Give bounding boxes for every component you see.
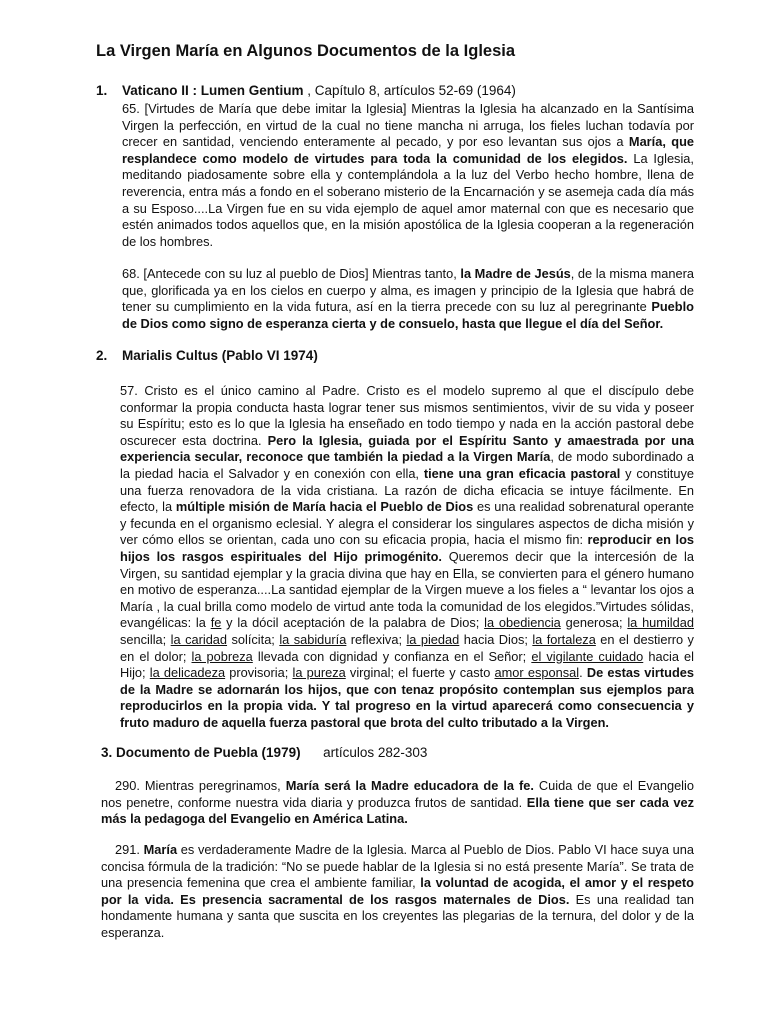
paragraph-emphasis: De estas virtudes de la Madre se adornarán los hijos, que con tenaz propósito contemplan sus ejemplos para reproducirlos en la propia vida. Y tal progreso en la virtud aparecerá como consecuencia y fruto maduro de aquella fuerza pastoral que brota del culto tributado a la Virgen. xyxy=(120,665,695,730)
paragraph-text: Es una realidad tan hondamente humana y santa que suscita en los creyentes las plegarias de la ternura, del dolor y de la esperanza. xyxy=(101,891,694,940)
paragraph-57 xyxy=(120,383,694,731)
paragraph-emphasis: María será la Madre educadora de la fe. xyxy=(285,778,534,793)
paragraph-text: , de la misma manera que, glorificada ya en los cielos en cuerpo y alma, es imagen y principio de la Iglesia que habrá de tener su cumplimiento en la vida futura, así en la tierra precede con su luz al peregrinante xyxy=(122,266,694,315)
virtue-underlined: la sabiduría xyxy=(279,631,347,647)
paragraph-emphasis: María, que resplandece como modelo de virtudes para toda la comunidad de los elegidos. xyxy=(122,134,695,166)
paragraph-text: virginal; el fuerte y casto xyxy=(345,665,495,681)
paragraph-emphasis: Pueblo de Dios como signo de esperanza cierta y de consuelo, hasta que llegue el día del Señor. xyxy=(122,299,694,331)
section-number: 3. xyxy=(101,745,113,760)
paragraph-text: hacia Dios; xyxy=(459,631,533,647)
paragraph-text: 65. [Virtudes de María que debe imitar la Iglesia] Mientras la Iglesia ha alcanzado en la Santísima Virgen la perfección, en virtud de la cual no tiene mancha ni arruga, los fieles luchan todavía por crecer en santidad, venciendo enteramente al pecado, y por eso levantan sus ojos a xyxy=(122,101,694,150)
page-title: La Virgen María en Algunos Documentos de la Iglesia xyxy=(96,42,516,60)
paragraph-emphasis: reproducir en los hijos los rasgos espirituales del Hijo primogénito. xyxy=(120,532,695,564)
paragraph-text: 57. Cristo es el único camino al Padre. Cristo es el modelo supremo al que el discípulo debe conformar la propia conducta hasta lograr tener sus mismos sentimientos, vivir de su vida y poseer su Espíritu; esto es lo que la Iglesia ha enseñado en todo tiempo y nada en la acción pastoral debe oscurecer esta doctrina. xyxy=(120,383,694,448)
virtue-underlined: la obediencia xyxy=(484,615,561,631)
section-number: 1. xyxy=(96,83,108,98)
paragraph-text: es una realidad sobrenatural operante y fecunda en el organismo eclesial. Y alegra el considerar los singulares aspectos de dicha misión y ver cómo ellos se orientan, cada uno con su eficacia propia, hacia el mismo fin: xyxy=(120,499,694,548)
virtue-underlined: la piedad xyxy=(406,631,460,647)
paragraph-text: provisoria; xyxy=(225,665,293,681)
section-heading-1 xyxy=(96,83,516,98)
virtue-underlined: la pureza xyxy=(292,665,346,681)
paragraph-emphasis: María xyxy=(143,842,178,857)
paragraph-text: sencilla; xyxy=(120,631,171,647)
paragraph-text: y la dócil aceptación de la palabra de Dios; xyxy=(221,615,485,631)
paragraph-text: generosa; xyxy=(560,615,628,631)
virtue-underlined: la humildad xyxy=(627,615,694,631)
virtue-underlined: la fortaleza xyxy=(532,631,596,647)
paragraph-text: , de modo subordinado a la piedad hacia el Salvador y en conexión con ella, xyxy=(120,449,694,481)
section-heading-rest: , Capítulo 8, artículos 52-69 (1964) xyxy=(303,83,516,98)
section-heading-bold: Vaticano II : Lumen Gentium xyxy=(122,83,304,98)
paragraph-text: 291. xyxy=(115,842,144,857)
paragraph-text: . xyxy=(579,665,587,681)
paragraph-text: La Iglesia, meditando piadosamente sobre ella y contemplándola a la luz del Verbo hecho hombre, llena de reverencia, entra más a fondo en el soberano misterio de la Encarnación y se asemeja cada día más a su Esposo....La Virgen fue en su vida ejemplo de aquel amor maternal con que es necesario que estén animados todos aquellos que, en la misión apostólica de la Iglesia cooperan a la regeneración de los hombres. xyxy=(122,150,694,249)
paragraph-emphasis: Ella tiene que ser cada vez más la pedagoga del Evangelio en América Latina. xyxy=(101,794,694,827)
paragraph-text: hacia el Hijo; xyxy=(120,648,695,681)
paragraph-text: reflexiva; xyxy=(346,631,407,647)
paragraph-text: solícita; xyxy=(227,631,280,647)
paragraph-emphasis: tiene una gran eficacia pastoral xyxy=(423,465,621,481)
virtue-underlined: el vigilante cuidado xyxy=(531,648,644,664)
paragraph-emphasis: Pero la Iglesia, guiada por el Espíritu Santo y amaestrada por una experiencia secular, reconoce que también la piedad a la Virgen María xyxy=(120,432,695,465)
paragraph-65 xyxy=(122,101,694,250)
virtue-underlined: la delicadeza xyxy=(149,665,226,681)
paragraph-text: y constituye una fuerza renovadora de la vida cristiana. La razón de dicha eficacia se intuye fácilmente. En efecto, la xyxy=(120,465,694,515)
paragraph-text: llevada con dignidad y confianza en el Señor; xyxy=(252,648,532,664)
paragraph-text: Queremos decir que la intercesión de la Virgen, su santidad ejemplar y la gracia divina que hay en Ella, se convierten para el género humano en motivo de esperanza....La santidad ejemplar de la Virgen mueve a los fieles a “ levantar los ojos a María , la cual brilla como modelo de virtud ante toda la comunidad de los elegidos.”Virtudes sólidas, evangélicas: la xyxy=(120,548,695,631)
section-number: 2. xyxy=(96,348,108,363)
paragraph-text: en el destierro y en el dolor; xyxy=(120,631,694,664)
virtue-underlined: amor esponsal xyxy=(494,665,580,681)
paragraph-text: Cuida de que el Evangelio nos penetre, conforme nuestra vida diaria y produzca frutos de santidad. xyxy=(101,778,694,810)
virtue-underlined: la caridad xyxy=(170,631,228,647)
virtue-underlined: fe xyxy=(210,615,222,631)
paragraph-text: 290. Mientras peregrinamos, xyxy=(115,778,286,793)
virtue-underlined: la pobreza xyxy=(191,648,253,664)
section-heading-bold: Documento de Puebla (1979) xyxy=(116,745,301,760)
section-heading-2 xyxy=(96,348,318,363)
paragraph-text: es verdaderamente Madre de la Iglesia. Marca al Pueblo de Dios. Pablo VI hace suya una concisa fórmula de la tradición: “No se puede hablar de la Iglesia si no está presente María”. Se trata de una presencia femenina que crea el ambiente familiar, xyxy=(101,842,695,891)
paragraph-text: 68. [Antecede con su luz al pueblo de Dios] Mientras tanto, xyxy=(122,266,461,281)
paragraph-emphasis: la Madre de Jesús xyxy=(460,266,571,281)
section-heading-3 xyxy=(101,745,427,760)
paragraph-290 xyxy=(101,778,694,828)
section-heading-rest: artículos 282-303 xyxy=(300,745,428,760)
paragraph-emphasis: la voluntad de acogida, el amor y el respeto por la vida. Es presencia sacramental de los rasgos maternales de Dios. xyxy=(101,875,694,907)
paragraph-68 xyxy=(122,266,694,332)
paragraph-291 xyxy=(101,842,694,942)
section-heading-bold: Marialis Cultus (Pablo VI 1974) xyxy=(122,348,318,363)
paragraph-emphasis: múltiple misión de María hacia el Pueblo de Dios xyxy=(175,499,474,515)
